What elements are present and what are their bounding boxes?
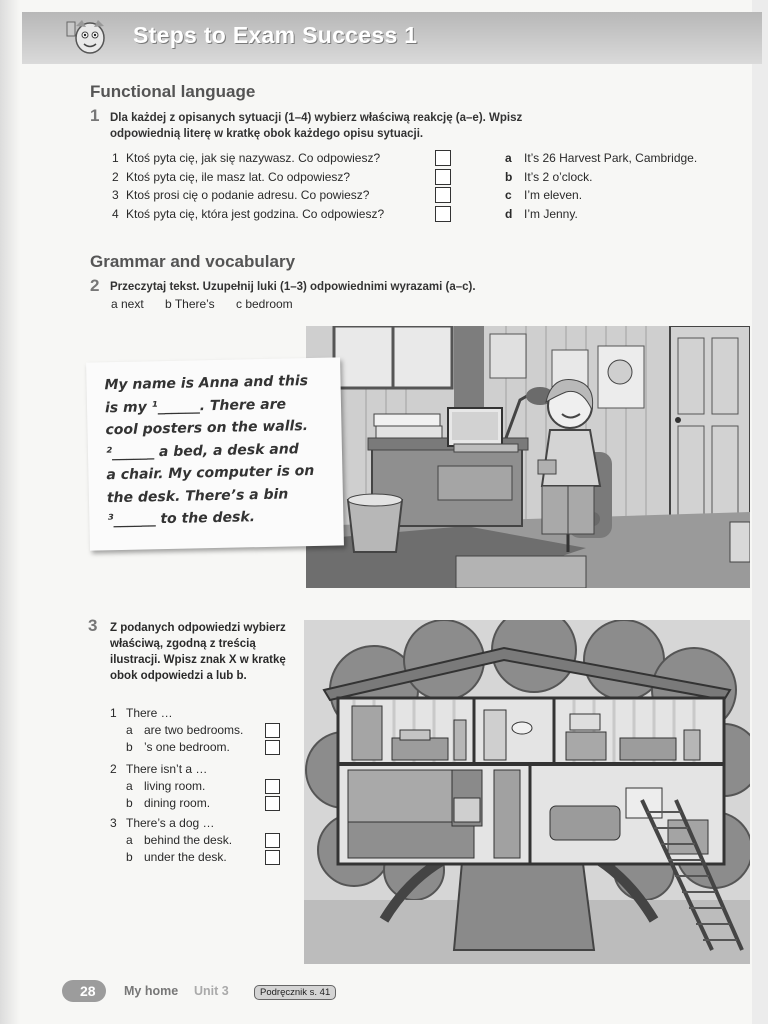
option-b: b There’s <box>165 297 215 311</box>
question-text: There isn’t a … <box>126 762 208 776</box>
bedroom-illustration <box>306 326 750 588</box>
option-b: b under the desk. <box>126 850 227 864</box>
exercise-number-2: 2 <box>90 276 100 295</box>
option-c: c bedroom <box>235 297 293 311</box>
exercise-2-instruction: Przeczytaj tekst. Uzupełnij luki (1–3) odpowiednimi wyrazami (a–c). <box>110 281 476 293</box>
anna-note-text: My name is Anna and this is my ¹______. There are cool posters on the walls. ²______ a bed, a desk and a chair. My computer is on the desk. There’s a bin ³______ to the desk. <box>104 373 315 529</box>
list-item <box>108 149 758 168</box>
question-number: 2 <box>110 762 117 776</box>
situation-text: Ktoś pyta cię, ile masz lat. Co odpowiesz? <box>126 169 351 184</box>
mascot-icon <box>64 14 116 58</box>
list-item <box>108 168 758 187</box>
section-heading-functional-language: Functional language <box>90 82 256 101</box>
situation-number: 4 <box>112 206 119 221</box>
answer-box[interactable] <box>435 187 451 203</box>
footer-topic: My home <box>124 984 179 998</box>
exercise-2-options <box>111 297 311 311</box>
answer-box[interactable] <box>435 169 451 185</box>
footer-unit: Unit 3 <box>194 984 229 998</box>
option-a: a next <box>111 297 144 311</box>
question-number: 3 <box>110 816 117 830</box>
list-item <box>108 186 758 205</box>
response-letter: d <box>505 206 513 221</box>
option-b: b ’s one bedroom. <box>126 740 230 754</box>
exercise-1-list <box>108 149 758 223</box>
option-a-checkbox[interactable] <box>265 723 280 738</box>
option-b: b dining room. <box>126 796 211 810</box>
page-gutter <box>0 0 20 1024</box>
coursebook-reference: Podręcznik s. 41 <box>254 985 336 1000</box>
anna-note <box>86 357 344 550</box>
situation-number: 1 <box>112 151 119 165</box>
response-letter: a <box>505 151 512 165</box>
option-a: a are two bedrooms. <box>126 723 244 737</box>
option-b-checkbox[interactable] <box>265 796 280 811</box>
option-b-checkbox[interactable] <box>265 850 280 865</box>
question-number: 1 <box>110 706 117 720</box>
section-heading-grammar-vocabulary: Grammar and vocabulary <box>90 252 296 271</box>
exercise-3-instruction: Z podanych odpowiedzi wybierz właściwą, zgodną z treścią ilustracji. Wpisz znak X w kratkę obok odpowiedzi a lub b. <box>110 622 286 682</box>
option-a-checkbox[interactable] <box>265 779 280 794</box>
situation-text: Ktoś prosi cię o podanie adresu. Co powiesz? <box>126 188 370 202</box>
situation-text: Ktoś pyta cię, która jest godzina. Co odpowiesz? <box>126 206 385 221</box>
exercise-number-3: 3 <box>88 616 98 635</box>
option-b-checkbox[interactable] <box>265 740 280 755</box>
option-a: a living room. <box>126 779 206 793</box>
exercise-1-instruction: Dla każdej z opisanych sytuacji (1–4) wybierz właściwą reakcję (a–e). Wpisz odpowiednią literę w kratkę obok każdego opisu sytuacji. <box>110 112 523 140</box>
answer-box[interactable] <box>435 150 451 166</box>
response-text: I’m Jenny. <box>524 206 578 221</box>
question-text: There … <box>126 706 173 720</box>
treehouse-illustration <box>304 620 750 964</box>
response-letter: b <box>505 169 513 184</box>
response-text: It’s 2 o’clock. <box>524 169 593 184</box>
list-item <box>108 205 758 224</box>
situation-number: 2 <box>112 169 119 184</box>
option-a-checkbox[interactable] <box>265 833 280 848</box>
answer-box[interactable] <box>435 206 451 222</box>
response-text: I’m eleven. <box>524 188 583 202</box>
situation-number: 3 <box>112 188 119 202</box>
option-a: a behind the desk. <box>126 833 233 847</box>
exercise-number-1: 1 <box>90 106 100 125</box>
response-letter: c <box>505 188 512 202</box>
situation-text: Ktoś pyta cię, jak się nazywasz. Co odpowiesz? <box>126 151 381 165</box>
response-text: It’s 26 Harvest Park, Cambridge. <box>524 151 698 165</box>
page-title: Steps to Exam Success 1 <box>133 22 418 48</box>
page-number: 28 <box>80 983 96 999</box>
question-text: There’s a dog … <box>126 816 215 830</box>
